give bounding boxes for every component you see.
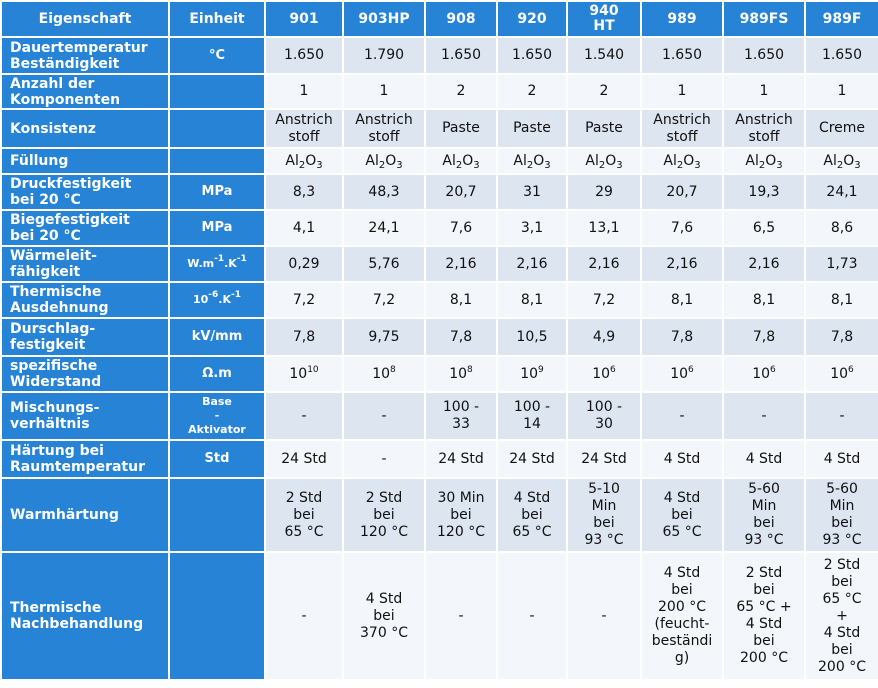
row-unit: °C (169, 37, 265, 74)
power-exponent: 10 (307, 364, 319, 375)
unit-part: 10 (192, 293, 209, 306)
value-cell: 4 Std bei 370 °C (343, 552, 425, 680)
power-exponent: 6 (610, 364, 616, 375)
header-product: 989 (641, 1, 723, 37)
value-cell: 31 (497, 174, 567, 210)
power-base: 10 (449, 365, 468, 382)
value-cell: 4 Std bei 65 °C (497, 478, 567, 552)
formula-part: 2 (455, 159, 463, 171)
value-cell: 29 (567, 174, 641, 210)
value-cell (641, 356, 723, 392)
unit-part: -6 (208, 290, 219, 300)
row-unit (169, 109, 265, 148)
formula-part: 3 (694, 159, 701, 171)
value-cell: 7,2 (567, 282, 641, 318)
value-cell (567, 148, 641, 174)
table-row (1, 318, 878, 356)
value-cell: 7,6 (425, 210, 497, 246)
value-cell: Anstrich stoff (723, 109, 805, 148)
value-cell: 1 (805, 74, 878, 109)
formula-part: 3 (396, 159, 403, 171)
value-cell: - (723, 392, 805, 440)
value-cell: 8,3 (265, 174, 343, 210)
header-row (1, 1, 878, 37)
power-exponent: 6 (848, 364, 854, 375)
row-label: spezifische Widerstand (1, 356, 169, 392)
value-cell: 8,1 (723, 282, 805, 318)
formula-part: Al (285, 152, 299, 169)
value-cell: 100 - 33 (425, 392, 497, 440)
value-cell: 100 - 14 (497, 392, 567, 440)
formula-part: 3 (473, 159, 480, 171)
value-cell: 7,2 (265, 282, 343, 318)
value-cell: 24,1 (343, 210, 425, 246)
table-row (1, 356, 878, 392)
value-cell: 2,16 (497, 246, 567, 282)
value-cell: 24 Std (425, 440, 497, 478)
value-cell: 8,1 (641, 282, 723, 318)
value-cell: 1.790 (343, 37, 425, 74)
value-cell: 1 (723, 74, 805, 109)
formula-part: Al (513, 152, 527, 169)
formula-part: O (605, 152, 617, 169)
value-cell: 9,75 (343, 318, 425, 356)
unit-part: .K (224, 257, 237, 270)
table-row (1, 552, 878, 680)
formula-part: 2 (676, 159, 684, 171)
value-cell: - (343, 392, 425, 440)
value-cell: 2 (425, 74, 497, 109)
value-cell: Anstrich stoff (641, 109, 723, 148)
value-cell: 7,8 (265, 318, 343, 356)
value-cell: - (425, 552, 497, 680)
value-cell: 100 - 30 (567, 392, 641, 440)
value-cell (723, 356, 805, 392)
value-cell (567, 356, 641, 392)
table-row (1, 37, 878, 74)
row-unit (169, 246, 265, 282)
power-base: 10 (752, 365, 771, 382)
value-cell: - (641, 392, 723, 440)
formula-part: 3 (544, 159, 551, 171)
value-cell: 2,16 (567, 246, 641, 282)
table-row (1, 74, 878, 109)
value-cell: - (265, 552, 343, 680)
table-row (1, 478, 878, 552)
value-cell: 2 Std bei 65 °C + 4 Std bei 200 °C (723, 552, 805, 680)
value-cell (723, 148, 805, 174)
formula-part: Al (745, 152, 759, 169)
value-cell: 10,5 (497, 318, 567, 356)
row-label: Dauertemperatur Beständigkeit (1, 37, 169, 74)
value-cell: 1.540 (567, 37, 641, 74)
header-property: Eigenschaft (1, 1, 169, 37)
value-cell: - (497, 552, 567, 680)
table-row (1, 109, 878, 148)
header-product: 989FS (723, 1, 805, 37)
value-cell: 2 Std bei 120 °C (343, 478, 425, 552)
header-product: 989F (805, 1, 878, 37)
value-cell: - (567, 552, 641, 680)
value-cell: 2 Std bei 65 °C (265, 478, 343, 552)
formula-part: Al (365, 152, 379, 169)
value-cell: - (343, 440, 425, 478)
value-cell: Creme (805, 109, 878, 148)
value-cell: 7,8 (723, 318, 805, 356)
value-cell: 5,76 (343, 246, 425, 282)
table-row (1, 148, 878, 174)
value-cell: 4,9 (567, 318, 641, 356)
formula-part: O (683, 152, 695, 169)
value-cell (425, 356, 497, 392)
formula-part: O (462, 152, 474, 169)
value-cell: 2,16 (641, 246, 723, 282)
formula-part: Al (823, 152, 837, 169)
value-cell: 5-60 Min bei 93 °C (723, 478, 805, 552)
value-cell: 4 Std (641, 440, 723, 478)
row-unit: MPa (169, 210, 265, 246)
power-exponent: 6 (770, 364, 776, 375)
power-exponent: 8 (467, 364, 473, 375)
row-label: Thermische Nachbehandlung (1, 552, 169, 680)
value-cell: Anstrich stoff (265, 109, 343, 148)
row-label: Thermische Ausdehnung (1, 282, 169, 318)
value-cell: Paste (425, 109, 497, 148)
row-unit: kV/mm (169, 318, 265, 356)
row-unit (169, 74, 265, 109)
formula-part: 3 (854, 159, 861, 171)
value-cell: 8,1 (425, 282, 497, 318)
value-cell: 30 Min bei 120 °C (425, 478, 497, 552)
power-exponent: 9 (538, 364, 544, 375)
row-unit (169, 282, 265, 318)
row-label: Mischungs- verhältnis (1, 392, 169, 440)
value-cell: 20,7 (425, 174, 497, 210)
value-cell: 4 Std (723, 440, 805, 478)
value-cell (265, 356, 343, 392)
value-cell: 7,6 (641, 210, 723, 246)
row-label: Biegefestigkeit bei 20 °C (1, 210, 169, 246)
value-cell (805, 148, 878, 174)
row-unit: Std (169, 440, 265, 478)
value-cell: Paste (497, 109, 567, 148)
value-cell: 24 Std (567, 440, 641, 478)
row-label: Wärmeleit- fähigkeit (1, 246, 169, 282)
power-exponent: 6 (688, 364, 694, 375)
value-cell: 1.650 (805, 37, 878, 74)
row-unit: MPa (169, 174, 265, 210)
formula-part: O (533, 152, 545, 169)
row-label: Füllung (1, 148, 169, 174)
value-cell: 48,3 (343, 174, 425, 210)
power-base: 10 (520, 365, 539, 382)
formula-part: Al (663, 152, 677, 169)
value-cell: 7,8 (805, 318, 878, 356)
value-cell: 2,16 (723, 246, 805, 282)
unit-part: W.m (187, 257, 215, 270)
value-cell (641, 148, 723, 174)
value-cell: 8,1 (805, 282, 878, 318)
value-cell: 24,1 (805, 174, 878, 210)
formula-part: 3 (316, 159, 323, 171)
formula-part: O (843, 152, 855, 169)
power-base: 10 (830, 365, 849, 382)
value-cell: 3,1 (497, 210, 567, 246)
power-base: 10 (592, 365, 611, 382)
unit-part: -1 (214, 254, 225, 264)
value-cell: 19,3 (723, 174, 805, 210)
value-cell: 5-10 Min bei 93 °C (567, 478, 641, 552)
formula-part: O (765, 152, 777, 169)
value-cell: 6,5 (723, 210, 805, 246)
value-cell: 1,73 (805, 246, 878, 282)
table-row (1, 246, 878, 282)
row-label: Härtung bei Raumtemperatur (1, 440, 169, 478)
row-unit (169, 552, 265, 680)
value-cell: 1.650 (723, 37, 805, 74)
row-unit: Ω.m (169, 356, 265, 392)
value-cell (805, 356, 878, 392)
value-cell (343, 356, 425, 392)
unit-part: -1 (231, 290, 241, 300)
value-cell: 4,1 (265, 210, 343, 246)
value-cell: 2 (497, 74, 567, 109)
header-unit: Einheit (169, 1, 265, 37)
value-cell (497, 356, 567, 392)
value-cell: 13,1 (567, 210, 641, 246)
value-cell: - (265, 392, 343, 440)
value-cell (425, 148, 497, 174)
formula-part: O (385, 152, 397, 169)
header-product: 908 (425, 1, 497, 37)
value-cell: 20,7 (641, 174, 723, 210)
value-cell: 7,2 (343, 282, 425, 318)
value-cell: 2 Std bei 65 °C + 4 Std bei 200 °C (805, 552, 878, 680)
value-cell: 0,29 (265, 246, 343, 282)
value-cell: 1.650 (497, 37, 567, 74)
value-cell: 24 Std (265, 440, 343, 478)
value-cell: 24 Std (497, 440, 567, 478)
value-cell: Paste (567, 109, 641, 148)
value-cell: 1 (265, 74, 343, 109)
value-cell: 1 (343, 74, 425, 109)
formula-part: O (305, 152, 317, 169)
row-label: Anzahl der Komponenten (1, 74, 169, 109)
formula-part: 3 (776, 159, 783, 171)
power-base: 10 (372, 365, 391, 382)
value-cell: 2 (567, 74, 641, 109)
formula-part: 2 (836, 159, 844, 171)
value-cell: 4 Std bei 200 °C (feucht- beständi g) (641, 552, 723, 680)
row-label: Warmhärtung (1, 478, 169, 552)
value-cell: 4 Std (805, 440, 878, 478)
value-cell: 2,16 (425, 246, 497, 282)
formula-part: 2 (378, 159, 386, 171)
value-cell: 1 (641, 74, 723, 109)
table-row (1, 282, 878, 318)
unit-part: -1 (236, 254, 247, 264)
row-unit: Base - Aktivator (169, 392, 265, 440)
row-unit (169, 478, 265, 552)
value-cell: Anstrich stoff (343, 109, 425, 148)
value-cell: 1.650 (265, 37, 343, 74)
table-row (1, 392, 878, 440)
formula-part: 2 (758, 159, 766, 171)
value-cell: 5-60 Min bei 93 °C (805, 478, 878, 552)
table-row (1, 440, 878, 478)
formula-part: 2 (526, 159, 534, 171)
formula-part: Al (585, 152, 599, 169)
header-product: 940 HT (567, 1, 641, 37)
row-label: Druckfestigkeit bei 20 °C (1, 174, 169, 210)
value-cell: 8,6 (805, 210, 878, 246)
table-row (1, 174, 878, 210)
header-product: 901 (265, 1, 343, 37)
power-exponent: 8 (390, 364, 396, 375)
unit-part: .K (218, 293, 231, 306)
value-cell: 7,8 (425, 318, 497, 356)
header-product: 920 (497, 1, 567, 37)
formula-part: 3 (616, 159, 623, 171)
header-product: 903HP (343, 1, 425, 37)
value-cell (497, 148, 567, 174)
row-label: Konsistenz (1, 109, 169, 148)
value-cell (265, 148, 343, 174)
formula-part: 2 (298, 159, 306, 171)
value-cell: - (805, 392, 878, 440)
table-row (1, 210, 878, 246)
value-cell: 4 Std bei 65 °C (641, 478, 723, 552)
value-cell: 8,1 (497, 282, 567, 318)
value-cell: 1.650 (641, 37, 723, 74)
row-unit (169, 148, 265, 174)
power-base: 10 (670, 365, 689, 382)
formula-part: 2 (598, 159, 606, 171)
row-label: Durschlag- festigkeit (1, 318, 169, 356)
power-base: 10 (289, 365, 308, 382)
value-cell: 7,8 (641, 318, 723, 356)
value-cell: 1.650 (425, 37, 497, 74)
formula-part: Al (442, 152, 456, 169)
value-cell (343, 148, 425, 174)
